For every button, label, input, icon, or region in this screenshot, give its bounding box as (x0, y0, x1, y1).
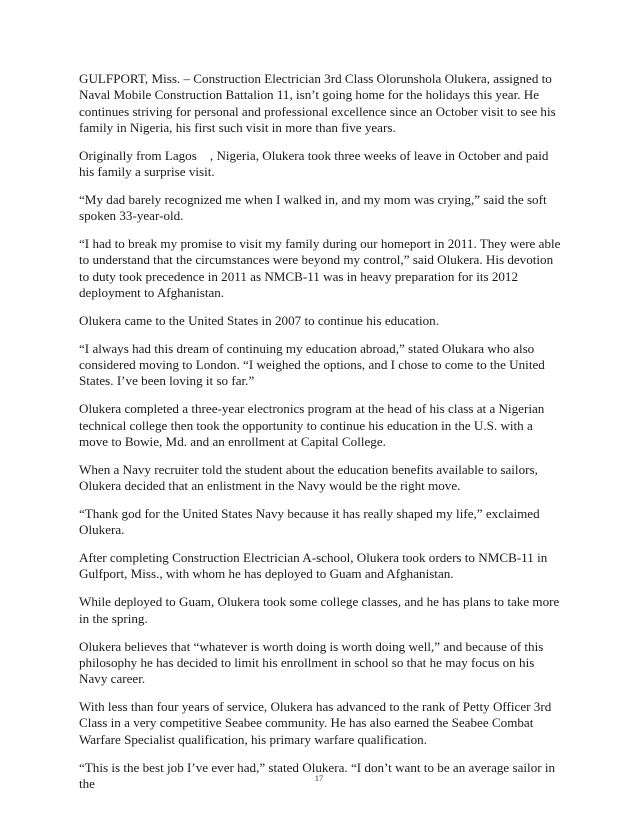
paragraph-dateline: GULFPORT, Miss. – Construction Electrician 3rd Class Olorunshola Olukera, assigned to Naval Mobile Construction Battalion 11, isn’t going home for the holidays this year. He continues striving for personal and professional excellence since an October visit to see his family in Nigeria, his first such visit in more than five years. (79, 71, 556, 135)
paragraph-origin: Originally from Lagos , Nigeria, Olukera took three weeks of leave in October and paid his family a surprise visit. (79, 147, 549, 180)
paragraph-quote-dad: “My dad barely recognized me when I walked in, and my mom was crying,” said the soft spoken 33-year-old. (79, 191, 547, 224)
paragraph-quote-dream: “I always had this dream of continuing my education abroad,” stated Olukara who also considered moving to London. “I weighed the options, and I chose to come to the United States. I’ve been loving it so far.” (79, 340, 545, 389)
article-body (79, 71, 565, 804)
paragraph-quote-navy: “Thank god for the United States Navy because it has really shaped my life,” exclaimed Olukera. (79, 505, 540, 538)
paragraph-service: With less than four years of service, Olukera has advanced to the rank of Petty Officer 3rd Class in a very competitive Seabee community. He has also earned the Seabee Combat Warfare Specialist qualification, his primary warfare qualification. (79, 699, 552, 747)
paragraph-quote-promise: “I had to break my promise to visit my family during our homeport in 2011. They were able to understand that the circumstances were beyond my control,” said Olukera. His devotion to duty took precedence in 2011 as NMCB-11 was in heavy preparation for its 2012 deployment to Afghanistan. (79, 236, 561, 301)
paragraph-education: Olukera completed a three-year electronics program at the head of his class at a Nigerian technical college then took the opportunity to continue his education in the U.S. with a move to Bowie, Md. and an enrollment at Capital College. (79, 401, 545, 449)
paragraph-recruiter: When a Navy recruiter told the student about the education benefits available to sailors, Olukera decided that an enlistment in the Navy would be the right move. (79, 461, 538, 494)
page-number: 17 (314, 773, 324, 783)
paragraph-guam: While deployed to Guam, Olukera took some college classes, and he has plans to take more in the spring. (79, 594, 560, 626)
paragraph-quote-best-job: “This is the best job I’ve ever had,” stated Olukera. “I don’t want to be an average sailor in the (79, 759, 556, 791)
paragraph-a-school: After completing Construction Electrician A-school, Olukera took orders to NMCB-11 in Gulfport, Miss., with whom he has deployed to Guam and Afghanistan. (79, 550, 548, 582)
paragraph-philosophy: Olukera believes that “whatever is worth doing is worth doing well,” and because of this philosophy he has decided to limit his enrollment in school so that he may focus on his Navy career. (79, 638, 544, 687)
paragraph-arrival: Olukera came to the United States in 2007 to continue his education. (79, 312, 439, 328)
